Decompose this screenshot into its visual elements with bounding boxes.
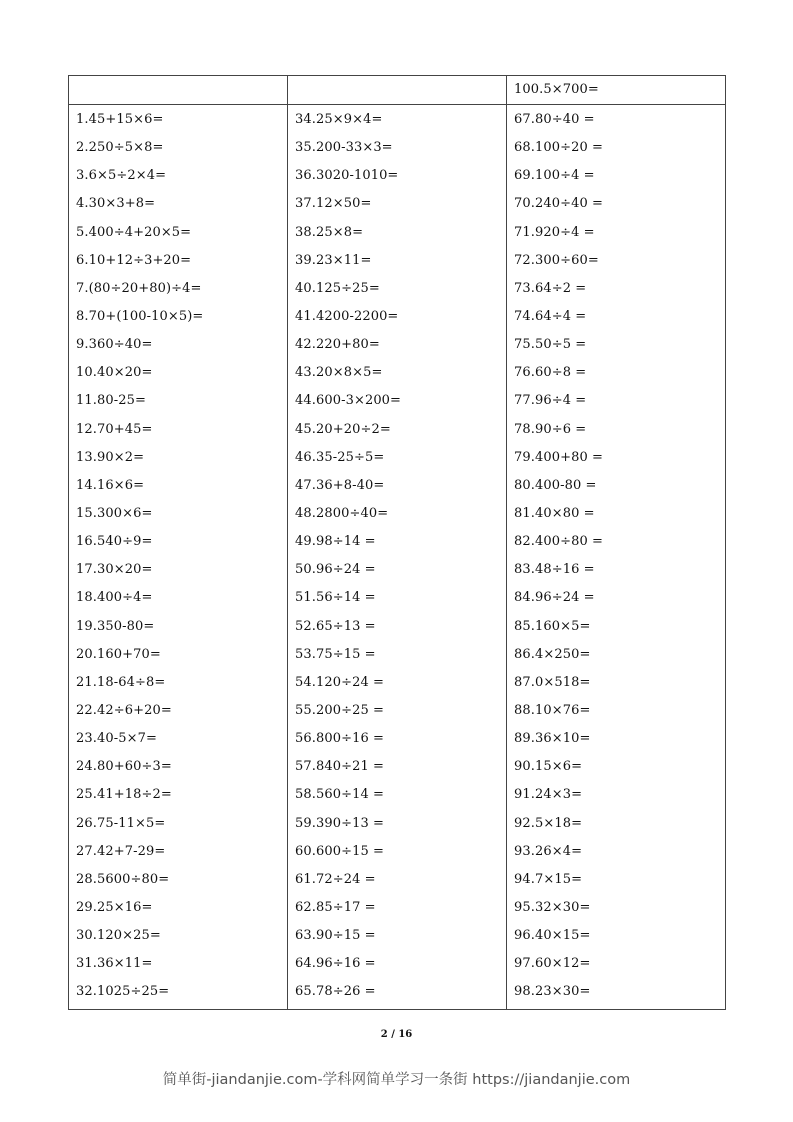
problem-item: 64.96÷16 = [295,956,376,972]
problem-item: 69.100÷4 = [514,168,595,184]
problem-item: 68.100÷20 = [514,140,604,156]
problem-item: 79.400+80 = [514,449,604,465]
problem-item: 75.50÷5 = [514,337,587,353]
problem-item: 32.1025÷25= [76,984,170,1000]
top-cell-3 [507,76,726,105]
problem-item: 61.72÷24 = [295,871,376,887]
problem-item: 78.90÷6 = [514,421,587,437]
problem-item: 20.160+70= [76,646,161,662]
problem-item: 70.240÷40 = [514,196,604,212]
problem-item: 5.400÷4+20×5= [76,224,192,240]
problem-item: 28.5600÷80= [76,871,170,887]
top-cell-2 [288,76,507,105]
problem-item: 98.23×30= [514,984,591,1000]
top-cell-text: 100.5×700= [514,82,599,97]
problem-item: 22.42÷6+20= [76,702,172,718]
problem-item: 46.35-25÷5= [295,449,385,465]
problem-item: 67.80÷40 = [514,112,595,127]
top-cell-text [69,76,287,104]
table-top-row [69,76,726,105]
problem-item: 84.96÷24 = [514,590,595,606]
problem-item: 65.78÷26 = [295,984,376,1000]
table-body-row [69,105,726,1010]
problem-item: 77.96÷4 = [514,393,587,409]
problem-item: 47.36+8-40= [295,477,385,493]
problem-item: 24.80+60÷3= [76,759,172,775]
problem-item: 9.360÷40= [76,337,153,353]
problem-item: 63.90÷15 = [295,928,376,944]
problem-item: 91.24×3= [514,787,583,803]
problem-item: 23.40-5×7= [76,731,157,747]
problem-item: 59.390÷13 = [295,815,385,831]
problem-item: 57.840÷21 = [295,759,385,775]
problem-item: 83.48÷16 = [514,562,595,578]
page-number: 2 / 16 [380,1029,413,1040]
problem-item: 54.120÷24 = [295,674,385,690]
problem-item: 58.560÷14 = [295,787,385,803]
problem-item: 2.250÷5×8= [76,140,164,156]
problem-item: 76.60÷8 = [514,365,587,381]
problem-item: 62.85÷17 = [295,899,376,915]
problem-item: 44.600-3×200= [295,393,402,409]
problem-item: 56.800÷16 = [295,731,385,747]
problem-item: 13.90×2= [76,449,145,465]
problem-item: 26.75-11×5= [76,815,166,831]
problem-item: 53.75÷15 = [295,646,376,662]
problem-item: 30.120×25= [76,928,161,944]
problem-item: 21.18-64÷8= [76,674,166,690]
problem-item: 11.80-25= [76,393,146,409]
problem-item: 60.600÷15 = [295,843,385,859]
problem-item: 35.200-33×3= [295,140,393,156]
problem-item: 94.7×15= [514,871,583,887]
problem-item: 41.4200-2200= [295,308,399,324]
problem-item: 37.12×50= [295,196,372,212]
column-3 [507,105,726,1010]
top-cell-1 [69,76,288,105]
problem-item: 34.25×9×4= [295,112,383,127]
problem-item: 10.40×20= [76,365,153,381]
problem-item: 97.60×12= [514,956,591,972]
problem-item: 55.200÷25 = [295,702,385,718]
problem-item: 85.160×5= [514,618,591,634]
problem-item: 49.98÷14 = [295,534,376,550]
problem-item: 8.70+(100-10×5)= [76,308,204,324]
footer-watermark: 简单街-jiandanjie.com-学科网简单学习一条街 https://jiandanjie.com [162,1072,631,1088]
problem-item: 72.300÷60= [514,252,599,268]
problem-item: 14.16×6= [76,477,145,493]
problem-item: 81.40×80 = [514,505,595,521]
problem-item: 43.20×8×5= [295,365,383,381]
problem-item: 27.42+7-29= [76,843,166,859]
problem-item: 39.23×11= [295,252,372,268]
problem-table [68,75,726,1010]
problem-item: 95.32×30= [514,899,591,915]
problem-item: 1.45+15×6= [76,112,164,127]
problem-item: 17.30×20= [76,562,153,578]
problem-item: 89.36×10= [514,731,591,747]
problem-item: 7.(80÷20+80)÷4= [76,280,202,296]
problem-item: 45.20+20÷2= [295,421,391,437]
problem-item: 82.400÷80 = [514,534,604,550]
problem-item: 90.15×6= [514,759,583,775]
problem-item: 48.2800÷40= [295,505,389,521]
problem-item: 52.65÷13 = [295,618,376,634]
problem-item: 96.40×15= [514,928,591,944]
column-2 [288,105,507,1010]
problem-item: 15.300×6= [76,505,153,521]
problem-item: 87.0×518= [514,674,591,690]
problem-item: 93.26×4= [514,843,583,859]
problem-item: 6.10+12÷3+20= [76,252,192,268]
problem-item: 3.6×5÷2×4= [76,168,167,184]
problem-item: 29.25×16= [76,899,153,915]
problem-item: 25.41+18÷2= [76,787,172,803]
problem-item: 12.70+45= [76,421,153,437]
column-1 [69,105,288,1010]
problem-item: 18.400÷4= [76,590,153,606]
problem-item: 31.36×11= [76,956,153,972]
problem-item: 50.96÷24 = [295,562,376,578]
problem-item: 38.25×8= [295,224,364,240]
problem-item: 71.920÷4 = [514,224,595,240]
problem-item: 80.400-80 = [514,477,597,493]
problem-item: 51.56÷14 = [295,590,376,606]
problem-item: 73.64÷2 = [514,280,587,296]
problem-item: 88.10×76= [514,702,591,718]
problem-item: 92.5×18= [514,815,583,831]
problem-item: 40.125÷25= [295,280,380,296]
problem-item: 4.30×3+8= [76,196,156,212]
problem-item: 86.4×250= [514,646,591,662]
problem-item: 42.220+80= [295,337,380,353]
problem-item: 36.3020-1010= [295,168,399,184]
problem-item: 74.64÷4 = [514,308,587,324]
top-cell-text [288,76,506,104]
problem-item: 19.350-80= [76,618,155,634]
problem-item: 16.540÷9= [76,534,153,550]
